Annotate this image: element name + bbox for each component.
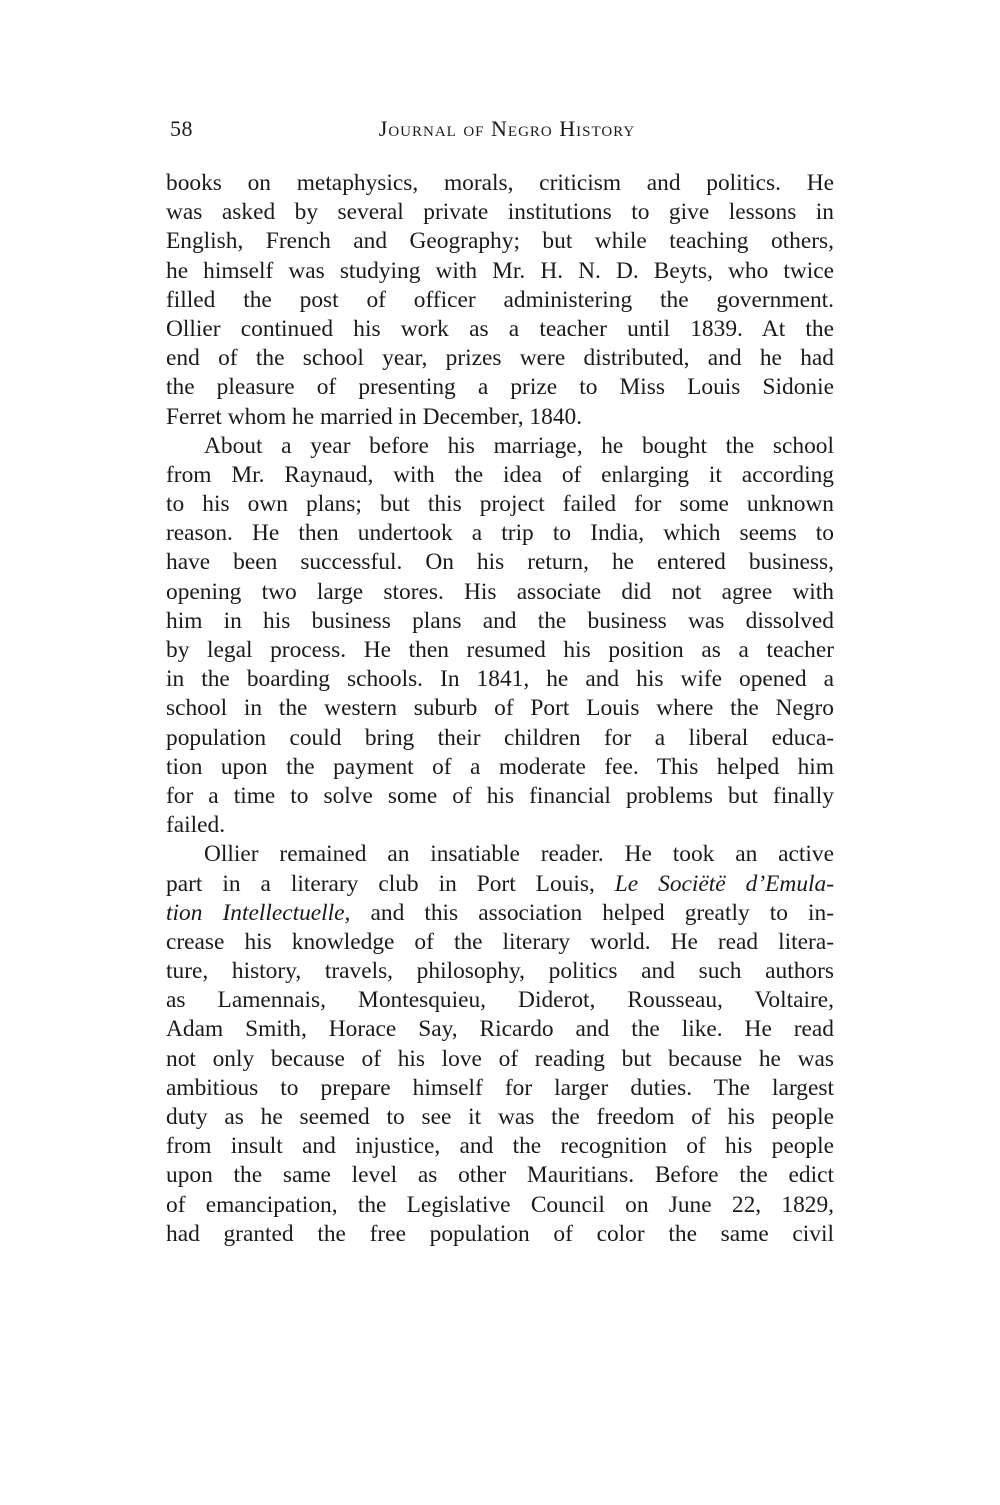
text-line: ture, history, travels, philosophy, politics and such authors <box>166 958 834 985</box>
text-line: upon the same level as other Mauritians. Before the edict <box>166 1162 834 1189</box>
text-line: end of the school year, prizes were distributed, and he had <box>166 345 834 372</box>
text-line: as Lamennais, Montesquieu, Diderot, Rousseau, Voltaire, <box>166 987 834 1014</box>
journal-title: Journal of Negro History <box>378 116 636 141</box>
text-line: in the boarding schools. In 1841, he and his wife opened a <box>166 666 834 693</box>
text-line: to his own plans; but this project failed for some unknown <box>166 491 834 518</box>
text-line: him in his business plans and the business was dissolved <box>166 607 834 634</box>
text-fragment: and this association helped greatly to in- <box>370 899 834 926</box>
text-line <box>166 899 834 928</box>
text-line <box>166 870 834 899</box>
text-fragment: part in a literary club in Port Louis, <box>166 870 595 897</box>
text-line: population could bring their children for a liberal educa- <box>166 724 834 751</box>
text-line: duty as he seemed to see it was the freedom of his people <box>166 1104 834 1130</box>
text-line: Ollier continued his work as a teacher until 1839. At the <box>166 315 834 342</box>
text-line: by legal process. He then resumed his position as a teacher <box>166 637 834 663</box>
text-line: books on metaphysics, morals, criticism and politics. He <box>166 170 834 196</box>
text-line: Ollier remained an insatiable reader. He took an active <box>204 841 834 868</box>
text-line: Adam Smith, Horace Say, Ricardo and the like. He read <box>166 1016 834 1043</box>
text-line: he himself was studying with Mr. H. N. D. Beyts, who twice <box>166 257 834 284</box>
text-line: ambitious to prepare himself for larger duties. The largest <box>166 1074 834 1101</box>
text-line: Ferret whom he married in December, 1840. <box>166 403 583 430</box>
text-line: the pleasure of presenting a prize to Miss Louis Sidonie <box>166 374 834 401</box>
text-line: for a time to solve some of his financial problems but finally <box>166 782 834 809</box>
text-line: reason. He then undertook a trip to India, which seems to <box>166 520 834 547</box>
text-line: of emancipation, the Legislative Council on June 22, 1829, <box>166 1191 834 1218</box>
text-line: opening two large stores. His associate did not agree with <box>166 578 834 605</box>
text-line: had granted the free population of color the same civil <box>166 1220 834 1247</box>
text-line: have been successful. On his return, he entered business, <box>166 549 834 576</box>
text-line: crease his knowledge of the literary world. He read litera- <box>166 928 834 955</box>
text-line: English, French and Geography; but while teaching others, <box>166 228 834 255</box>
text-line: from insult and injustice, and the recognition of his people <box>166 1133 834 1160</box>
text-line: was asked by several private institutions to give lessons in <box>166 199 834 226</box>
text-line: from Mr. Raynaud, with the idea of enlarging it according <box>166 461 834 488</box>
club-name-italic: Le Sociëtë d’Emula- <box>614 870 834 897</box>
page-number: 58 <box>170 116 193 141</box>
text-line: filled the post of officer administering the government. <box>166 286 834 313</box>
club-name-italic: tion Intellectuelle, <box>166 899 351 926</box>
running-head <box>166 112 834 146</box>
text-line: school in the western suburb of Port Louis where the Negro <box>166 695 834 722</box>
body-text <box>166 169 834 1249</box>
text-line: About a year before his marriage, he bought the school <box>204 432 834 459</box>
text-line: not only because of his love of reading but because he was <box>166 1045 834 1072</box>
text-line: failed. <box>166 812 226 839</box>
text-line: tion upon the payment of a moderate fee. This helped him <box>166 753 834 780</box>
